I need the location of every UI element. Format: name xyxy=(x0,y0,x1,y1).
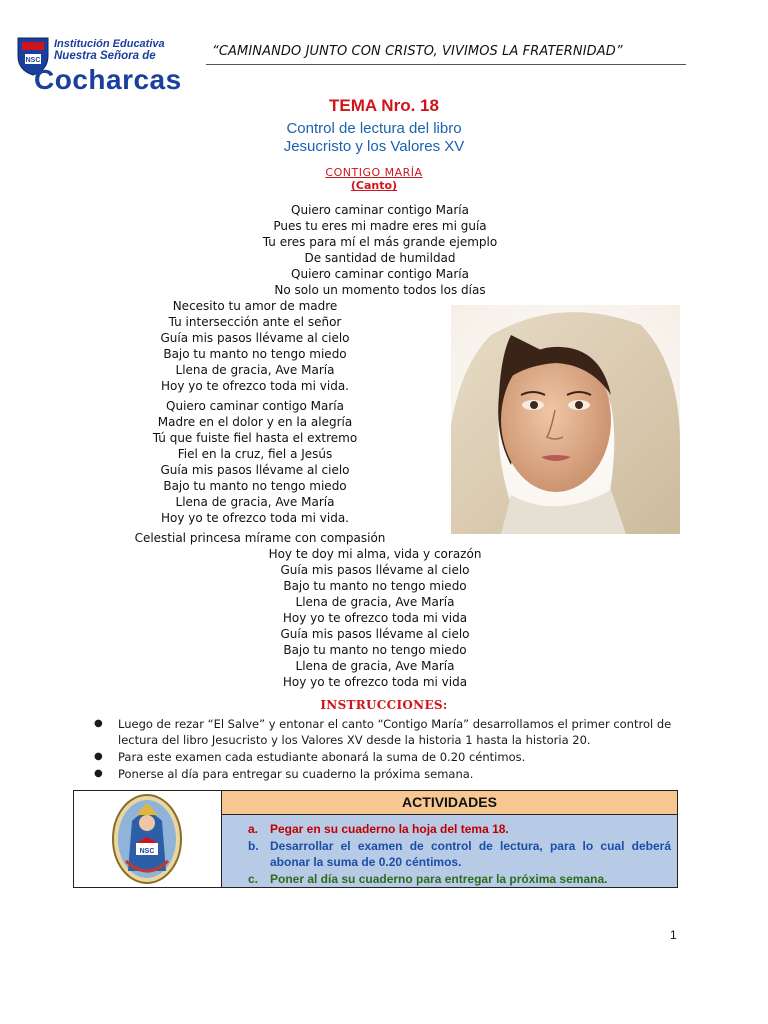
list-item xyxy=(246,871,671,887)
logo-text-nuestra: Nuestra Señora de xyxy=(54,50,156,62)
svg-text:NSC: NSC xyxy=(139,848,155,855)
lyrics-stanza-4 xyxy=(225,546,525,690)
lyric-line: Bajo tu manto no tengo miedo xyxy=(283,643,467,657)
lyric-line: Tu intersección ante el señor xyxy=(168,315,342,329)
page-number: 1 xyxy=(670,928,677,942)
lyric-line: Hoy yo te ofrezco toda mi vida. xyxy=(160,379,349,393)
activities-header: ACTIVIDADES xyxy=(222,791,677,815)
school-motto: “CAMINANDO JUNTO CON CRISTO, VIVIMOS LA FRATERNIDAD” xyxy=(212,44,623,59)
activities-emblem-cell xyxy=(74,791,222,887)
lyric-line: Guía mis pasos llévame al cielo xyxy=(160,331,350,345)
lyric-line: Hoy te doy mi alma, vida y corazón xyxy=(268,547,482,561)
lyric-line: Hoy yo te ofrezco toda mi vida xyxy=(282,675,468,689)
activity-text: Pegar en su cuaderno la hoja del tema 18. xyxy=(270,822,509,836)
song-subtitle: (Canto) xyxy=(350,179,398,192)
activity-text: Poner al día su cuaderno para entregar la próxima semana. xyxy=(270,872,608,886)
lyric-line: Llena de gracia, Ave María xyxy=(175,363,335,377)
instructions-title: INSTRUCCIONES: xyxy=(320,698,448,712)
school-logo xyxy=(14,36,204,96)
instructions-list xyxy=(90,716,678,783)
bullet-icon: ● xyxy=(94,751,103,762)
virgin-mary-portrait xyxy=(451,305,680,534)
list-item xyxy=(90,766,678,782)
lyric-line: Guía mis pasos llévame al cielo xyxy=(280,627,470,641)
item-marker: c. xyxy=(248,872,259,886)
lyric-line: Llena de gracia, Ave María xyxy=(295,659,455,673)
lyric-line: Guía mis pasos llévame al cielo xyxy=(280,563,470,577)
activities-body xyxy=(222,815,677,887)
lyric-line: Quiero caminar contigo María xyxy=(291,203,469,217)
lyric-line: Llena de gracia, Ave María xyxy=(295,595,455,609)
lyric-line: Bajo tu manto no tengo miedo xyxy=(163,479,347,493)
lyric-line: Tu eres para mí el más grande ejemplo xyxy=(262,235,498,249)
logo-text-cocharcas: Cocharcas xyxy=(34,64,182,95)
bullet-icon: ● xyxy=(94,768,103,779)
lyric-line: Necesito tu amor de madre xyxy=(172,299,338,313)
lyric-line: Fiel en la cruz, fiel a Jesús xyxy=(177,447,333,461)
svg-text:NSC: NSC xyxy=(25,57,41,64)
lyric-line: De santidad de humildad xyxy=(304,251,456,265)
lyric-line: Quiero caminar contigo María xyxy=(291,267,469,281)
lyric-line: Llena de gracia, Ave María xyxy=(175,495,335,509)
lyrics-stanza-2 xyxy=(130,298,380,394)
lyric-line: Bajo tu manto no tengo miedo xyxy=(283,579,467,593)
virgin-emblem-icon xyxy=(74,791,221,887)
lyric-line: Quiero caminar contigo María xyxy=(166,399,344,413)
list-item xyxy=(246,821,671,837)
lyric-line: Madre en el dolor y en la alegría xyxy=(157,415,353,429)
item-marker: a. xyxy=(248,822,259,836)
instruction-text: Para este examen cada estudiante abonará la suma de 0.20 céntimos. xyxy=(118,750,526,764)
lyric-line: Guía mis pasos llévame al cielo xyxy=(160,463,350,477)
lyrics-stanza-1 xyxy=(200,202,560,298)
lyric-line: Tú que fuiste fiel hasta el extremo xyxy=(152,431,358,445)
topic-subtitle-line1: Control de lectura del libro xyxy=(286,120,462,137)
instruction-text: Ponerse al día para entregar su cuaderno la próxima semana. xyxy=(118,767,474,781)
lyric-line: Hoy yo te ofrezco toda mi vida. xyxy=(160,511,349,525)
list-item xyxy=(90,716,678,748)
item-marker: b. xyxy=(248,839,259,853)
activities-list xyxy=(246,821,671,888)
lyrics-stanza-3 xyxy=(130,398,380,526)
logo-text-institution: Institución Educativa xyxy=(54,38,165,50)
lyric-line: No solo un momento todos los días xyxy=(274,283,486,297)
instruction-text: Luego de rezar “El Salve” y entonar el canto “Contigo María” desarrollamos el primer control de lectura del libro Jesucristo y los Valores XV desde la historia 1 hasta la historia 20. xyxy=(118,717,672,747)
song-title: CONTIGO MARÍA xyxy=(325,166,423,179)
lyrics-stanza-4-first xyxy=(120,530,400,546)
lyric-line: Hoy yo te ofrezco toda mi vida xyxy=(282,611,468,625)
list-item xyxy=(90,749,678,765)
topic-title: TEMA Nro. 18 xyxy=(329,96,439,115)
lyric-line: Celestial princesa mírame con compasión xyxy=(134,531,386,545)
list-item xyxy=(246,838,671,870)
activities-table xyxy=(73,790,678,888)
lyric-line: Pues tu eres mi madre eres mi guía xyxy=(273,219,487,233)
lyric-line: Bajo tu manto no tengo miedo xyxy=(163,347,347,361)
bullet-icon: ● xyxy=(94,718,103,729)
header-divider xyxy=(206,64,686,65)
topic-subtitle-line2: Jesucristo y los Valores XV xyxy=(283,138,465,155)
activity-text: Desarrollar el examen de control de lectura, para lo cual deberá abonar la suma de 0.20 céntimos. xyxy=(270,839,671,869)
